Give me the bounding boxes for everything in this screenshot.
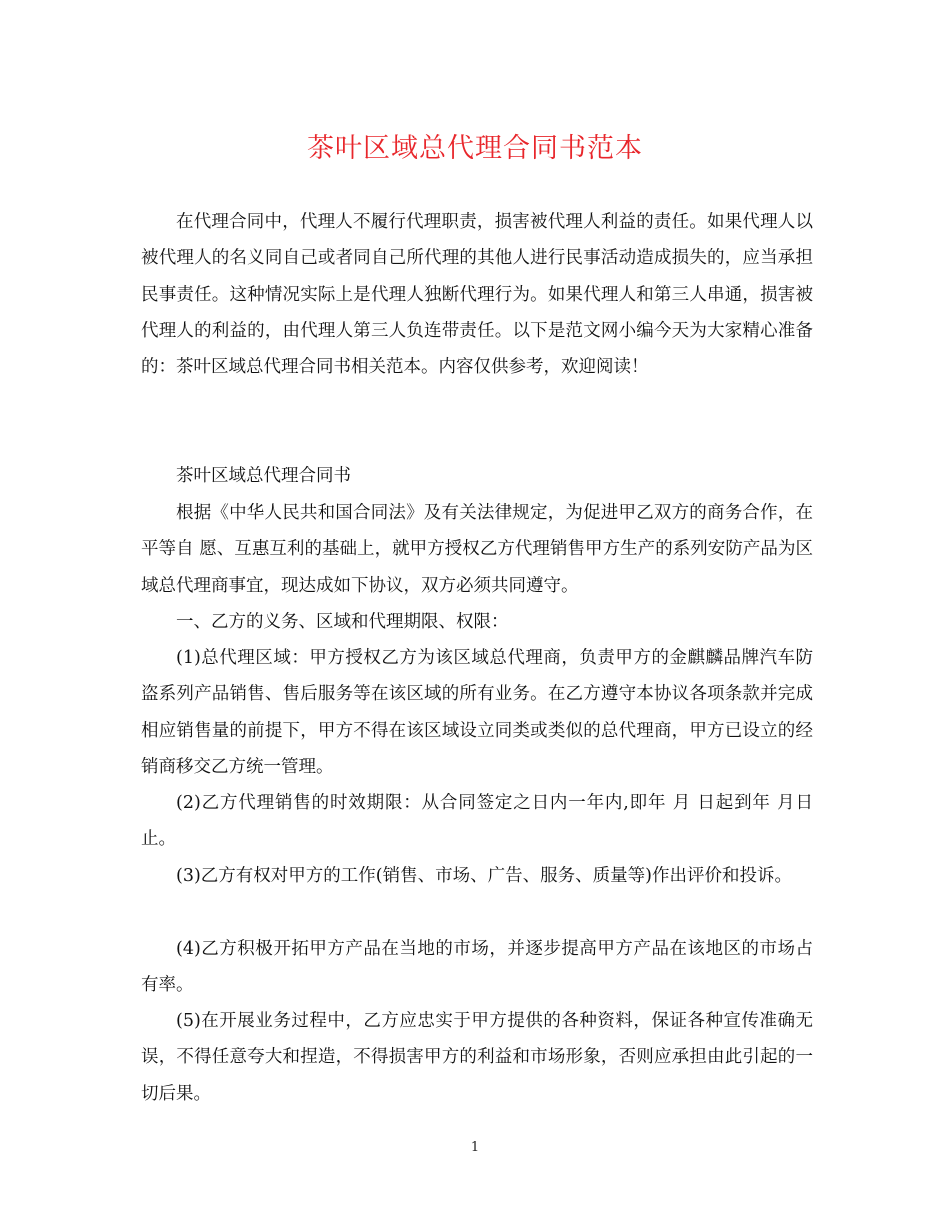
clause-5-paragraph: (5)在开展业务过程中，乙方应忠实于甲方提供的各种资料，保证各种宣传准确无误，不得任意夸大和捏造，不得损害甲方的利益和市场形象，否则应承担由此引起的一切后果。 [141, 1011, 813, 1104]
clause-1-paragraph: (1)总代理区域：甲方授权乙方为该区域总代理商，负责甲方的金麒麟品牌汽车防盗系列产品销售、售后服务等在该区域的所有业务。在乙方遵守本协议各项条款并完成相应销售量的前提下，甲方不得在该区域设立同类或类似的总代理商，甲方已设立的经销商移交乙方统一管理。 [141, 648, 813, 777]
page-number: 1 [470, 1140, 480, 1155]
clause-2-paragraph: (2)乙方代理销售的时效期限：从合同签定之日内一年内,即年 月 日起到年 月日止。 [141, 793, 813, 850]
contract-heading: 茶叶区域总代理合同书 [176, 466, 351, 486]
document-title: 茶叶区域总代理合同书范本 [307, 133, 643, 164]
section-1-heading: 一、乙方的义务、区域和代理期限、权限： [176, 612, 509, 632]
intro-paragraph: 在代理合同中，代理人不履行代理职责，损害被代理人利益的责任。如果代理人以被代理人的名义同自己或者同自己所代理的其他人进行民事活动造成损失的，应当承担民事责任。这种情况实际上是代理人独断代理行为。如果代理人和第三人串通，损害被代理人的利益的，由代理人第三人负连带责任。以下是范文网小编今天为大家精心准备的：茶叶区域总代理合同书相关范本。内容仅供参考，欢迎阅读！ [141, 212, 813, 378]
clause-3-paragraph: (3)乙方有权对甲方的工作(销售、市场、广告、服务、质量等)作出评价和投诉。 [176, 866, 792, 886]
preamble-paragraph: 根据《中华人民共和国合同法》及有关法律规定，为促进甲乙双方的商务合作，在平等自 愿、互惠互利的基础上，就甲方授权乙方代理销售甲方生产的系列安防产品为区域总代理商事宜，现达成如下协议，双方必须共同遵守。 [141, 503, 813, 596]
clause-4-paragraph: (4)乙方积极开拓甲方产品在当地的市场，并逐步提高甲方产品在该地区的市场占有率。 [141, 939, 813, 996]
